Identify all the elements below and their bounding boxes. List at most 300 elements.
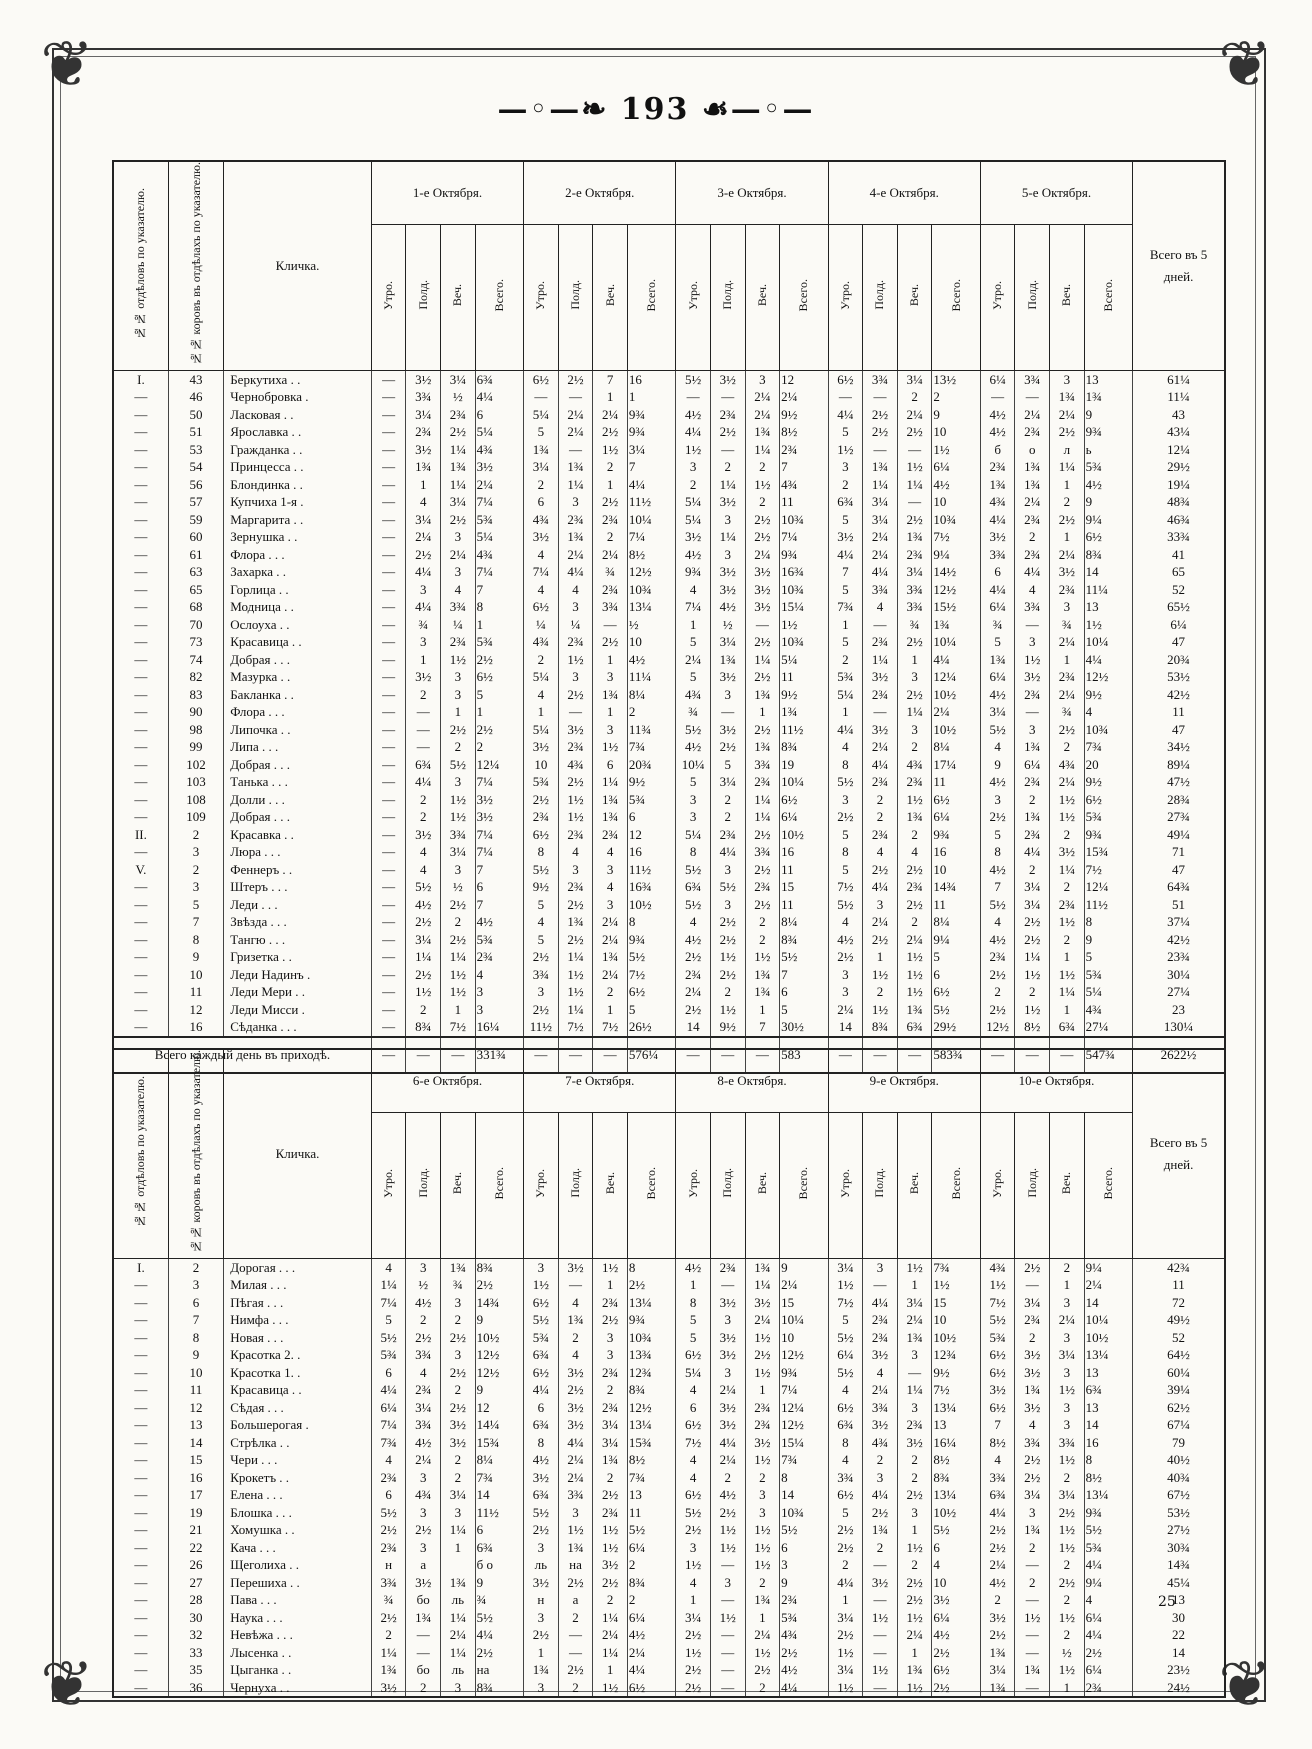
yield-cell: 2: [1015, 983, 1050, 1001]
yield-cell: 3: [593, 1329, 628, 1347]
yield-cell: 3½: [863, 721, 898, 739]
yield-cell: 6: [475, 878, 523, 896]
yield-cell: 3½: [406, 441, 441, 459]
yield-cell: —: [710, 703, 745, 721]
table-row: [113, 406, 1225, 424]
table-row: [113, 861, 1225, 879]
yield-cell: 3½: [828, 528, 863, 546]
yield-cell: 5: [828, 511, 863, 529]
yield-cell: ¾: [406, 616, 441, 634]
cow-number-cell: 59: [168, 511, 223, 529]
yield-cell: 3¾: [441, 826, 476, 844]
yield-cell: —: [371, 703, 406, 721]
yield-cell: 2½: [406, 546, 441, 564]
col-header-sub: [406, 1112, 441, 1258]
yield-cell: 1¾: [980, 651, 1015, 669]
table-row: [113, 1539, 1225, 1557]
yield-cell: 1¾: [1015, 1521, 1050, 1539]
yield-cell: 1½: [897, 1539, 932, 1557]
total-5-days-cell: 43¼: [1133, 423, 1225, 441]
yield-cell: 1½: [710, 1609, 745, 1627]
yield-cell: 7: [475, 861, 523, 879]
col-header-day: 9-е Октября.: [828, 1049, 980, 1112]
yield-cell: 2: [863, 791, 898, 809]
total-5-days-cell: 89¼: [1133, 756, 1225, 774]
yield-cell: 1½: [745, 1539, 780, 1557]
yield-cell: 4: [593, 878, 628, 896]
yield-cell: 1½: [558, 1521, 593, 1539]
yield-cell: 8¼: [932, 738, 980, 756]
col-header-sub: [406, 224, 441, 370]
yield-cell: 3½: [524, 738, 559, 756]
yield-cell: 2¼: [980, 1556, 1015, 1574]
yield-cell: 1¾: [441, 1574, 476, 1592]
daily-total-dash: —: [745, 1037, 780, 1073]
dept-cell: —: [113, 1434, 168, 1452]
yield-cell: 2¾: [441, 633, 476, 651]
table-row: [113, 1018, 1225, 1037]
yield-cell: 9½: [710, 1018, 745, 1037]
yield-cell: 1: [745, 1609, 780, 1627]
yield-cell: 2: [406, 686, 441, 704]
yield-cell: 10: [932, 493, 980, 511]
yield-cell: —: [371, 826, 406, 844]
yield-cell: 7: [980, 878, 1015, 896]
yield-cell: 7: [780, 458, 828, 476]
daily-total-cell: 547¾: [1084, 1037, 1132, 1073]
daily-total-dash: —: [710, 1037, 745, 1073]
yield-cell: 5½: [627, 948, 675, 966]
yield-cell: 2¼: [593, 546, 628, 564]
yield-cell: 3½: [475, 808, 523, 826]
yield-cell: 7¼: [475, 493, 523, 511]
col-header-sub-text: Утро.: [381, 1168, 396, 1198]
yield-cell: 6: [371, 1364, 406, 1382]
yield-cell: 2½: [710, 913, 745, 931]
yield-cell: —: [371, 616, 406, 634]
yield-cell: 2¼: [558, 406, 593, 424]
yield-cell: 8½: [932, 1451, 980, 1469]
yield-cell: 2¼: [745, 1311, 780, 1329]
col-header-sub: [627, 224, 675, 370]
yield-cell: —: [1015, 703, 1050, 721]
yield-cell: 1¼: [558, 1001, 593, 1019]
yield-cell: 3¼: [710, 773, 745, 791]
yield-cell: 3¾: [1015, 598, 1050, 616]
yield-cell: 4¼: [980, 511, 1015, 529]
total-5-days-cell: 60¼: [1133, 1364, 1225, 1382]
yield-cell: 7¾: [371, 1434, 406, 1452]
yield-cell: 3: [406, 1504, 441, 1522]
yield-cell: 1½: [441, 983, 476, 1001]
yield-cell: —: [371, 546, 406, 564]
yield-cell: 3½: [558, 721, 593, 739]
yield-cell: 4½: [524, 1451, 559, 1469]
yield-cell: 3½: [710, 563, 745, 581]
yield-cell: 7¾: [627, 1469, 675, 1487]
yield-cell: 2½: [828, 808, 863, 826]
yield-cell: 2½: [524, 1521, 559, 1539]
total-5-days-cell: 40½: [1133, 1451, 1225, 1469]
yield-cell: 1½: [828, 441, 863, 459]
yield-cell: 2: [710, 808, 745, 826]
cow-number-cell: 65: [168, 581, 223, 599]
yield-cell: —: [710, 388, 745, 406]
yield-cell: 1½: [676, 1644, 711, 1662]
yield-cell: 1¾: [441, 1258, 476, 1276]
yield-cell: 2½: [897, 896, 932, 914]
dept-cell: —: [113, 493, 168, 511]
yield-cell: 4½: [980, 931, 1015, 949]
yield-cell: 6½: [524, 826, 559, 844]
total-5-days-cell: 13: [1133, 1591, 1225, 1609]
total-5-days-cell: 45¼: [1133, 1574, 1225, 1592]
yield-cell: ¾: [593, 563, 628, 581]
dept-cell: —: [113, 1539, 168, 1557]
yield-cell: 1½: [745, 948, 780, 966]
cow-name-cell: Липочка . .: [224, 721, 372, 739]
yield-cell: 4¼: [1084, 1626, 1132, 1644]
yield-cell: на: [475, 1661, 523, 1679]
col-header-sub-text: Всего.: [644, 278, 659, 312]
yield-cell: 3½: [593, 1556, 628, 1574]
yield-cell: 4¾: [980, 1258, 1015, 1276]
yield-cell: 7: [593, 370, 628, 388]
yield-cell: 2¾: [593, 1364, 628, 1382]
yield-cell: 3: [406, 1469, 441, 1487]
yield-cell: 3½: [863, 1574, 898, 1592]
yield-cell: 3: [1050, 1399, 1085, 1417]
yield-cell: 12½: [980, 1018, 1015, 1037]
yield-cell: 1¼: [1050, 983, 1085, 1001]
yield-cell: 3¾: [745, 756, 780, 774]
yield-cell: 2½: [745, 721, 780, 739]
yield-cell: 2¼: [475, 476, 523, 494]
yield-cell: 6½: [932, 1661, 980, 1679]
cow-number-cell: 7: [168, 1311, 223, 1329]
yield-cell: 3½: [980, 1381, 1015, 1399]
cow-name-cell: Чери . . .: [224, 1451, 372, 1469]
col-header-sub-text: Всего.: [1100, 1166, 1115, 1200]
yield-cell: 6: [371, 1486, 406, 1504]
yield-cell: 2¼: [863, 738, 898, 756]
yield-cell: 3¾: [897, 581, 932, 599]
total-5-days-cell: 67¼: [1133, 1416, 1225, 1434]
yield-cell: 2½: [371, 1521, 406, 1539]
col-header-sub-text: Веч.: [450, 1172, 465, 1195]
yield-cell: 6¼: [932, 458, 980, 476]
table-row: [113, 493, 1225, 511]
yield-cell: 4¼: [863, 563, 898, 581]
yield-cell: 6½: [676, 1346, 711, 1364]
cow-name-cell: Купчиха 1-я .: [224, 493, 372, 511]
yield-cell: 13: [932, 1416, 980, 1434]
yield-cell: 2¼: [1015, 406, 1050, 424]
yield-cell: 5½: [780, 1521, 828, 1539]
yield-cell: 4¼: [863, 1294, 898, 1312]
yield-cell: 2¾: [897, 878, 932, 896]
yield-cell: 10½: [627, 896, 675, 914]
col-header-day: 4-е Октября.: [828, 161, 980, 224]
yield-cell: 1½: [558, 966, 593, 984]
cow-number-cell: 51: [168, 423, 223, 441]
yield-cell: 6½: [980, 1399, 1015, 1417]
yield-cell: —: [710, 1644, 745, 1662]
total-5-days-cell: 30: [1133, 1609, 1225, 1627]
yield-cell: 4½: [676, 1258, 711, 1276]
yield-cell: 3: [897, 1504, 932, 1522]
cow-number-cell: 12: [168, 1399, 223, 1417]
yield-cell: 11: [780, 896, 828, 914]
yield-cell: 4¾: [524, 511, 559, 529]
table-row: [113, 1364, 1225, 1382]
yield-cell: ль: [441, 1591, 476, 1609]
yield-cell: —: [863, 1644, 898, 1662]
yield-cell: 3¾: [980, 1469, 1015, 1487]
dept-cell: I.: [113, 1258, 168, 1276]
yield-cell: 2½: [441, 931, 476, 949]
dept-cell: —: [113, 1001, 168, 1019]
cow-name-cell: Хомушка . .: [224, 1521, 372, 1539]
yield-cell: 4½: [710, 598, 745, 616]
yield-cell: 2½: [745, 1661, 780, 1679]
daily-total-dash: —: [593, 1037, 628, 1073]
yield-cell: 4¾: [897, 756, 932, 774]
yield-cell: ь: [1084, 441, 1132, 459]
yield-cell: 1½: [441, 651, 476, 669]
daily-total-dash: —: [406, 1037, 441, 1073]
col-header-sub-text: Утро.: [837, 1168, 852, 1198]
yield-cell: 3¾: [1015, 370, 1050, 388]
yield-cell: 1¼: [1015, 948, 1050, 966]
cow-name-cell: Флора . . .: [224, 546, 372, 564]
col-header-sub-text: Полд.: [415, 280, 430, 310]
cow-name-cell: Нимфа . . .: [224, 1311, 372, 1329]
yield-cell: 1½: [593, 441, 628, 459]
yield-cell: 3½: [1015, 668, 1050, 686]
yield-cell: 15¼: [780, 598, 828, 616]
yield-cell: 3½: [710, 581, 745, 599]
yield-cell: 2: [1050, 878, 1085, 896]
yield-cell: 5: [828, 1504, 863, 1522]
yield-cell: 14: [780, 1486, 828, 1504]
yield-cell: 1: [441, 1001, 476, 1019]
yield-cell: 9¾: [627, 423, 675, 441]
yield-cell: 11: [932, 896, 980, 914]
yield-cell: 10½: [932, 1504, 980, 1522]
yield-cell: 1¼: [745, 651, 780, 669]
yield-cell: 1½: [1015, 966, 1050, 984]
total-5-days-cell: 47: [1133, 721, 1225, 739]
daily-total-dash: —: [828, 1037, 863, 1073]
yield-cell: 2½: [745, 511, 780, 529]
col-header-sub: [980, 224, 1015, 370]
yield-cell: 8½: [1015, 1018, 1050, 1037]
cow-number-cell: 11: [168, 983, 223, 1001]
yield-cell: 8: [828, 843, 863, 861]
yield-cell: 2¼: [441, 546, 476, 564]
yield-cell: 4: [524, 686, 559, 704]
table-row: [113, 1504, 1225, 1522]
total-5-days-cell: 52: [1133, 581, 1225, 599]
yield-cell: 1½: [1050, 791, 1085, 809]
yield-cell: 2: [593, 458, 628, 476]
yield-cell: 1¼: [441, 441, 476, 459]
yield-cell: 2¼: [558, 1451, 593, 1469]
dept-cell: —: [113, 756, 168, 774]
cow-number-cell: 61: [168, 546, 223, 564]
yield-cell: 3½: [710, 1399, 745, 1417]
yield-cell: 8: [676, 1294, 711, 1312]
ornament-left-icon: —◦—❧: [497, 92, 621, 127]
yield-cell: 3: [1050, 1329, 1085, 1347]
yield-cell: —: [593, 616, 628, 634]
yield-cell: 2¾: [371, 1469, 406, 1487]
cow-number-cell: 14: [168, 1434, 223, 1452]
yield-cell: 9½: [780, 686, 828, 704]
table-row: [113, 791, 1225, 809]
cow-name-cell: Пѣгая . . .: [224, 1294, 372, 1312]
yield-cell: 2½: [558, 370, 593, 388]
yield-cell: 2¾: [745, 1399, 780, 1417]
col-header-sub: [1015, 1112, 1050, 1258]
yield-cell: 3½: [710, 1329, 745, 1347]
yield-cell: 3½: [745, 1294, 780, 1312]
yield-cell: —: [1015, 616, 1050, 634]
yield-cell: 2½: [1015, 913, 1050, 931]
yield-cell: 3¼: [676, 1609, 711, 1627]
yield-cell: 4½: [676, 738, 711, 756]
yield-cell: 5: [524, 423, 559, 441]
yield-cell: —: [406, 738, 441, 756]
yield-cell: 2½: [441, 511, 476, 529]
yield-cell: 12¼: [932, 668, 980, 686]
cow-name-cell: Чернобровка .: [224, 388, 372, 406]
col-header-sub: [745, 1112, 780, 1258]
yield-cell: 2¾: [558, 826, 593, 844]
yield-cell: 10¾: [1084, 721, 1132, 739]
yield-cell: 1: [524, 703, 559, 721]
yield-cell: 19: [780, 756, 828, 774]
yield-cell: —: [371, 878, 406, 896]
yield-cell: 1½: [593, 738, 628, 756]
yield-cell: 2¾: [1015, 546, 1050, 564]
cow-name-cell: Елена . . .: [224, 1486, 372, 1504]
yield-cell: 1½: [828, 1644, 863, 1662]
daily-total-dash: —: [863, 1037, 898, 1073]
daily-total-dash: —: [441, 1037, 476, 1073]
yield-cell: б о: [475, 1556, 523, 1574]
yield-cell: 2½: [558, 896, 593, 914]
yield-cell: 2: [710, 1469, 745, 1487]
yield-cell: 1¾: [745, 966, 780, 984]
yield-cell: 1½: [745, 1644, 780, 1662]
dept-cell: —: [113, 1679, 168, 1698]
table-row: [113, 651, 1225, 669]
yield-cell: 11: [780, 493, 828, 511]
cow-number-cell: 36: [168, 1679, 223, 1698]
yield-cell: 2½: [1050, 1574, 1085, 1592]
yield-cell: 1¾: [897, 1329, 932, 1347]
yield-cell: 4: [863, 843, 898, 861]
cow-number-cell: 73: [168, 633, 223, 651]
yield-cell: 3¼: [1050, 1486, 1085, 1504]
cow-name-cell: Липа . . .: [224, 738, 372, 756]
yield-cell: 1½: [745, 1364, 780, 1382]
col-header-total-5-days: Всего въ 5 дней.: [1133, 161, 1225, 370]
cow-name-cell: Добрая . . .: [224, 651, 372, 669]
yield-cell: 7½: [932, 528, 980, 546]
yield-cell: 2: [1015, 791, 1050, 809]
yield-cell: 10½: [932, 721, 980, 739]
yield-cell: 9¾: [1084, 1504, 1132, 1522]
cow-number-cell: 5: [168, 896, 223, 914]
yield-cell: 2¾: [1015, 511, 1050, 529]
yield-cell: 1¾: [593, 808, 628, 826]
daily-total-dash: —: [371, 1037, 406, 1073]
yield-cell: 2¼: [780, 388, 828, 406]
yield-cell: —: [828, 388, 863, 406]
yield-cell: 1½: [676, 1556, 711, 1574]
yield-cell: 3: [897, 721, 932, 739]
yield-cell: 1¾: [897, 808, 932, 826]
yield-cell: 1: [676, 1276, 711, 1294]
yield-cell: 2: [710, 791, 745, 809]
yield-cell: 4¼: [710, 1434, 745, 1452]
yield-cell: 1¼: [593, 773, 628, 791]
cow-number-cell: 22: [168, 1539, 223, 1557]
yield-cell: 7½: [627, 966, 675, 984]
yield-cell: 4¼: [828, 546, 863, 564]
yield-cell: 4½: [980, 423, 1015, 441]
yield-cell: 10¾: [780, 511, 828, 529]
yield-cell: 2¼: [593, 406, 628, 424]
yield-cell: 1¾: [558, 458, 593, 476]
yield-cell: 2½: [828, 1521, 863, 1539]
dept-cell: —: [113, 1346, 168, 1364]
yield-cell: 6½: [932, 983, 980, 1001]
cow-name-cell: Новая . . .: [224, 1329, 372, 1347]
yield-cell: 4: [676, 1574, 711, 1592]
col-header-sub: [371, 224, 406, 370]
table-row: [113, 1679, 1225, 1698]
corner-ornament-icon: ❦: [1218, 28, 1272, 102]
yield-cell: 14: [1084, 1416, 1132, 1434]
yield-cell: 5¾: [1084, 808, 1132, 826]
table-row: [113, 458, 1225, 476]
cow-number-cell: 26: [168, 1556, 223, 1574]
yield-cell: 2: [1015, 861, 1050, 879]
yield-cell: 6¾: [828, 1416, 863, 1434]
table-row: [113, 773, 1225, 791]
cow-number-cell: 53: [168, 441, 223, 459]
yield-cell: а: [406, 1556, 441, 1574]
yield-cell: 4: [676, 913, 711, 931]
yield-cell: 4: [593, 843, 628, 861]
yield-cell: 8½: [627, 546, 675, 564]
yield-cell: ½: [406, 1276, 441, 1294]
yield-cell: 2: [441, 1469, 476, 1487]
yield-cell: 2: [710, 458, 745, 476]
yield-cell: 4¾: [780, 476, 828, 494]
total-5-days-cell: 79: [1133, 1434, 1225, 1452]
yield-cell: 4¼: [780, 1679, 828, 1698]
yield-cell: 1¾: [1015, 458, 1050, 476]
yield-cell: 5½: [676, 370, 711, 388]
yield-cell: 2½: [406, 1329, 441, 1347]
yield-cell: 3: [593, 668, 628, 686]
yield-cell: 2: [524, 476, 559, 494]
